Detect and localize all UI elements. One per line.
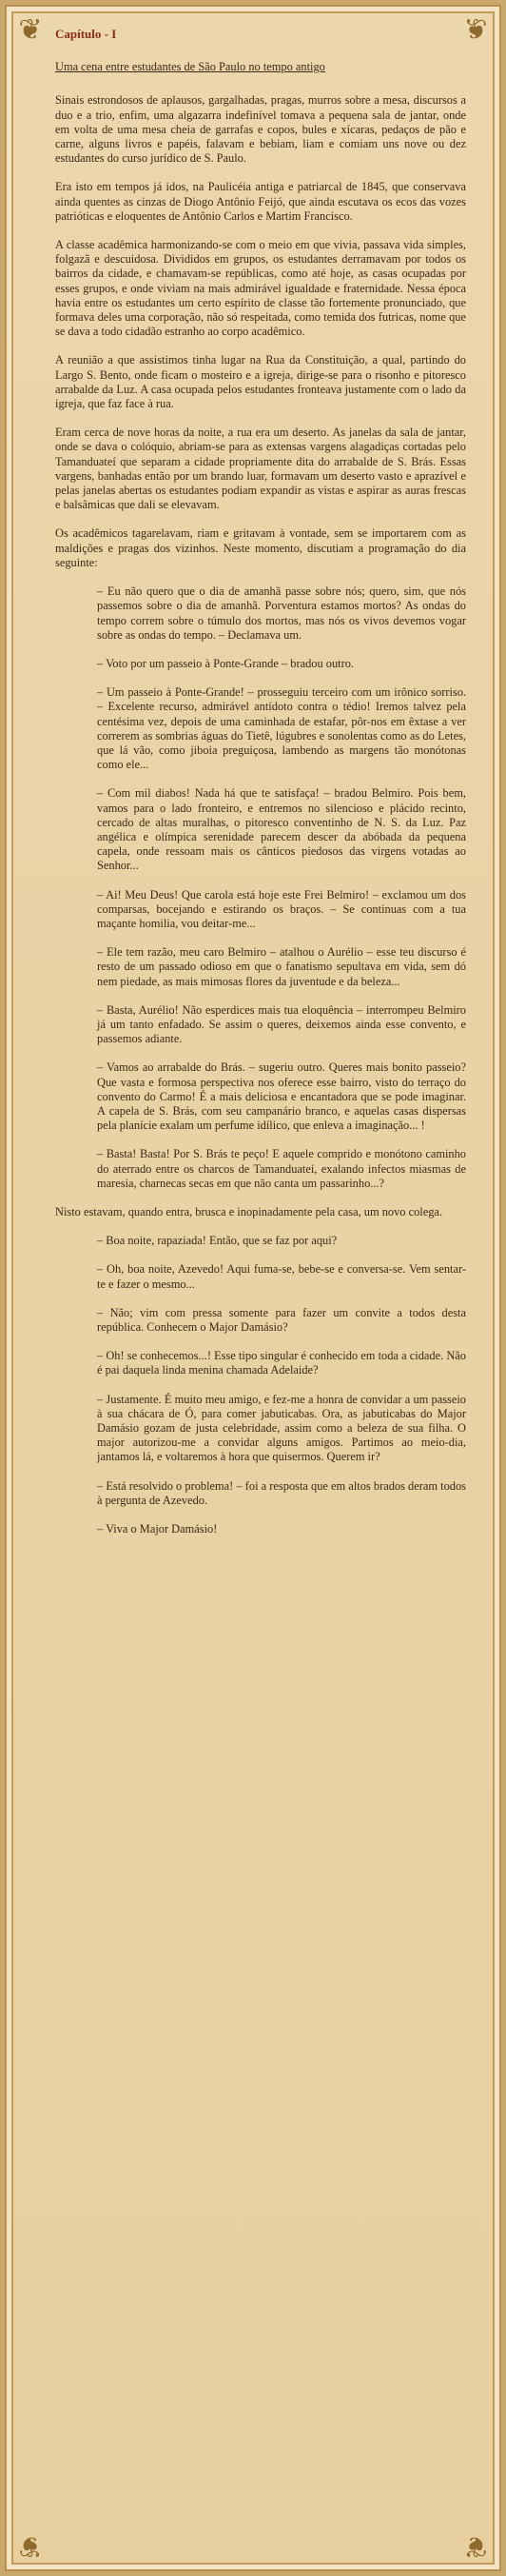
ornament-corner-icon: ❦ bbox=[463, 14, 488, 46]
chapter-heading: Capítulo - I bbox=[55, 27, 117, 41]
chapter-subtitle: Uma cena entre estudantes de São Paulo no tempo antigo bbox=[55, 60, 325, 74]
dialogue-line: – Viva o Major Damásio! bbox=[97, 1522, 218, 1536]
dialogue-line: – Oh, boa noite, Azevedo! Aqui fuma-se, bebe-se e conversa-se. Vem sentar-te e fazer o mesmo... bbox=[97, 1262, 466, 1291]
chapter-text bbox=[55, 25, 466, 1551]
dialogue-line: – Está resolvido o problema! – foi a resposta que em altos brados deram todos à pergunta de Azevedo. bbox=[97, 1478, 466, 1507]
paragraph: A classe acadêmica harmonizando-se com o meio em que vivia, passava vida simples, folgazã e descuidosa. Divididos em grupos, os estudantes derramavam por todos os bairros da cidade, e chamavam-se repúblicas, como até hoje, as casas ocupadas por esses grupos, e onde viviam na mais admirável igualdade e fraternidade. Nessa época havia entre os estudantes um certo espírito de classe tão fortemente pronunciado, que formava deles uma corporação, não só respeitada, como temida dos futricas, nome que se dava a todo cidadão estranho ao corpo acadêmico. bbox=[55, 238, 466, 339]
paragraph: A reunião a que assistimos tinha lugar na Rua da Constituição, a qual, partindo do Largo S. Bento, onde ficam o mosteiro e a igreja, dirige-se para o risonho e pitoresco arrabalde da Luz. A casa ocupada pelos estudantes fronteava justamente com o lado da igreja, que faz face à rua. bbox=[55, 353, 466, 411]
dialogue-line: – Ai! Meu Deus! Que carola está hoje este Frei Belmiro! – exclamou um dos comparsas, bocejando e estirando os braços. – Se continuas com a tua maçante homilia, vou deitar-me... bbox=[97, 887, 466, 930]
dialogue-line: – Basta, Aurélio! Não esperdices mais tua eloquência – interrompeu Belmiro já um tanto enfadado. Se assim o queres, deixemos ainda esse convento, e passemos adiante. bbox=[97, 1002, 466, 1046]
paragraph: Eram cerca de nove horas da noite, a rua era um deserto. As janelas da sala de jantar, onde se dava o colóquio, abriam-se para as extensas vargens alagadiças cortadas pelo Tamanduateí que separam a cidade propriamente dita do arrabalde de S. Brás. Essas vargens, banhadas então por um brando luar, formavam um deserto vasto e aprazível e pelas janelas abertas os estudantes podiam expandir as vistas e aspirar as auras frescas e balsâmicas que dali se elevavam. bbox=[55, 426, 466, 512]
paragraph: Era isto em tempos já idos, na Paulicéia antiga e patriarcal de 1845, que conservava ainda quentes as cinzas de Diogo Antônio Feijó, que ainda escutava os ecos das vozes patrióticas e eloquentes de Antônio Carlos e Martim Francisco. bbox=[55, 180, 466, 223]
ornament-corner-icon: ❦ bbox=[18, 14, 43, 46]
dialogue-section bbox=[55, 585, 466, 1191]
dialogue-section bbox=[55, 1234, 466, 1536]
ornament-corner-icon: ❦ bbox=[18, 2530, 43, 2562]
paragraph: Sinais estrondosos de aplausos, gargalhadas, pragas, murros sobre a mesa, discursos a duo e a trio, enfim, uma algazarra indefinível tomava a pequena sala de jantar, onde em volta de uma mesa cheia de garrafas e copos, bules e xícaras, pedaços de pão e carne, alguns livros e papéis, falavam e bebiam, liam e comiam uns nove ou dez estudantes do curso jurídico de S. Paulo. bbox=[55, 93, 466, 166]
paragraph: Nisto estavam, quando entra, brusca e inopinadamente pela casa, um novo colega. bbox=[55, 1205, 443, 1219]
dialogue-line: – Um passeio à Ponte-Grande! – prosseguiu terceiro com um irônico sorriso. – Excelente recurso, admirável antídoto contra o tédio! Iremos talvez pela centésima vez, depois de uma caminhada de estafar, pôr-nos em êxtase a ver correrem as sombrias águas do Tietê, lúgubres e sonolentas como as do Letes, que lá vão, como jiboia preguiçosa, lambendo as margens tão monótonas como ele... bbox=[97, 685, 466, 772]
paragraph: Os acadêmicos tagarelavam, riam e gritavam à vontade, sem se importarem com as maldições e pragas dos vizinhos. Neste momento, discutiam a programação do dia seguinte: bbox=[55, 526, 466, 569]
dialogue-line: – Com mil diabos! Nada há que te satisfaça! – bradou Belmiro. Pois bem, vamos para o lado fronteiro, e entremos no silencioso e plácido recinto, cercado de altas muralhas, o pitoresco conventinho de N. S. da Luz. Paz angélica e olímpica serenidade parecem descer da abóbada da pequena capela, onde ressoam mais os cânticos piedosos das virgens votadas ao Senhor... bbox=[97, 786, 466, 873]
ornament-corner-icon: ❦ bbox=[463, 2530, 488, 2562]
dialogue-line: – Não; vim com pressa somente para fazer um convite a todos desta república. Conhecem o Major Damásio? bbox=[97, 1305, 466, 1335]
dialogue-line: – Boa noite, rapaziada! Então, que se faz por aqui? bbox=[97, 1234, 338, 1248]
dialogue-line: – Ele tem razão, meu caro Belmiro – atalhou o Aurélio – esse teu discurso é resto de um passado odioso em que o fanatismo sepultava em vida, sem dó nem piedade, as mais mimosas flores da juventude e da beleza... bbox=[97, 945, 466, 988]
dialogue-line: – Oh! se conhecemos...! Esse tipo singular é conhecido em toda a cidade. Não é pai daquela linda menina chamada Adelaide? bbox=[97, 1349, 466, 1377]
dialogue-line: – Vamos ao arrabalde do Brás. – sugeriu outro. Queres mais bonito passeio? Que vasta e formosa perspectiva nos oferece esse bairro, visto do terraço do convento do Carmo! É a mais deliciosa e encantadora que se pode imaginar. A capela de S. Brás, com seu campanário branco, e aquelas casas dispersas pela planície exalam um perfume idílico, que enleva a imaginação... ! bbox=[97, 1060, 466, 1133]
dialogue-line: – Justamente. É muito meu amigo, e fez-me a honra de convidar a um passeio à sua chácara de Ó, para comer jabuticabas. Ora, as jabuticabas do Major Damásio gozam de justa celebridade, assim como a beleza de sua filha. O major autorizou-me a convidar alguns amigos. Partimos ao meio-dia, jantamos lá, e voltaremos à hora que quisermos. Querem ir? bbox=[97, 1392, 466, 1464]
dialogue-line: – Voto por um passeio à Ponte-Grande – bradou outro. bbox=[97, 656, 355, 670]
intro-section bbox=[55, 93, 466, 570]
dialogue-line: – Basta! Basta! Por S. Brás te peço! E aquele comprido e monótono caminho do aterrado entre os charcos de Tamanduateí, exalando infectos miasmas de maresia, charnecas secas em que não canta um passarinho...? bbox=[97, 1147, 466, 1190]
dialogue-line: – Eu não quero que o dia de amanhã passe sobre nós; quero, sim, que nós passemos sobre o dia de amanhã. Porventura estamos mortos? As ondas do tempo correm sobre o túmulo dos mortos, mas nós os vivos devemos vogar sobre as ondas do tempo. – Declamava um. bbox=[97, 585, 466, 642]
